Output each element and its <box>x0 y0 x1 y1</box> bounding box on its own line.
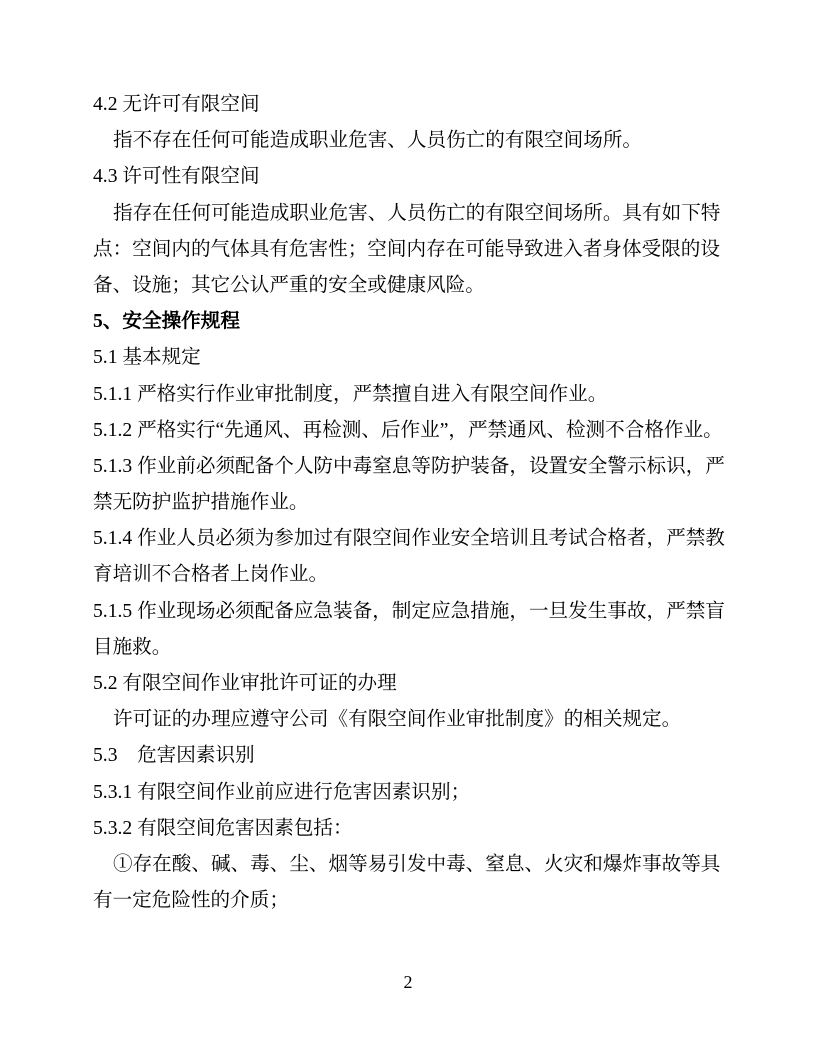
list-item-circled-1: ①存在酸、碱、毒、尘、烟等易引发中毒、窒息、火灾和爆炸事故等具 <box>113 853 721 875</box>
clause-5-1-4-cont: 育培训不合格者上岗作业。 <box>93 564 329 586</box>
section-4-3-heading: 4.3 许可性有限空间 <box>93 166 260 188</box>
section-5-3-heading: 5.3 危害因素识别 <box>93 745 255 767</box>
paragraph-line: 许可证的办理应遵守公司《有限空间作业审批制度》的相关规定。 <box>113 709 682 731</box>
page-number: 2 <box>403 972 413 992</box>
clause-5-3-2: 5.3.2 有限空间危害因素包括： <box>93 817 353 839</box>
clause-5-1-3-cont: 禁无防护监护措施作业。 <box>93 492 309 514</box>
clause-5-1-1: 5.1.1 严格实行作业审批制度，严禁擅自进入有限空间作业。 <box>93 383 608 405</box>
section-4-2-heading: 4.2 无许可有限空间 <box>93 94 260 115</box>
clause-5-3-1: 5.3.1 有限空间作业前应进行危害因素识别； <box>93 781 471 803</box>
clause-5-1-5: 5.1.5 作业现场必须配备应急装备，制定应急措施，一旦发生事故，严禁盲 <box>93 600 725 622</box>
clause-5-1-3: 5.1.3 作业前必须配备个人防中毒窒息等防护装备，设置安全警示标识，严 <box>93 455 725 477</box>
paragraph-line: 指不存在任何可能造成职业危害、人员伤亡的有限空间场所。 <box>113 130 643 152</box>
section-5-1-heading: 5.1 基本规定 <box>93 347 201 369</box>
document-body <box>93 87 743 919</box>
paragraph-line: 点：空间内的气体具有危害性；空间内存在可能导致进入者身体受限的设 <box>93 238 720 260</box>
clause-5-1-4: 5.1.4 作业人员必须为参加过有限空间作业安全培训且考试合格者，严禁教 <box>93 528 725 550</box>
paragraph-line: 备、设施；其它公认严重的安全或健康风险。 <box>93 274 485 296</box>
clause-5-1-5-cont: 目施救。 <box>93 636 172 658</box>
list-item-circled-1-cont: 有一定危险性的介质； <box>93 890 289 912</box>
clause-5-1-2: 5.1.2 严格实行“先通风、再检测、后作业”，严禁通风、检测不合格作业。 <box>93 419 723 441</box>
section-5-heading: 5、安全操作规程 <box>93 311 240 333</box>
paragraph-line: 指存在任何可能造成职业危害、人员伤亡的有限空间场所。具有如下特 <box>113 202 721 224</box>
section-5-2-heading: 5.2 有限空间作业审批许可证的办理 <box>93 673 397 694</box>
